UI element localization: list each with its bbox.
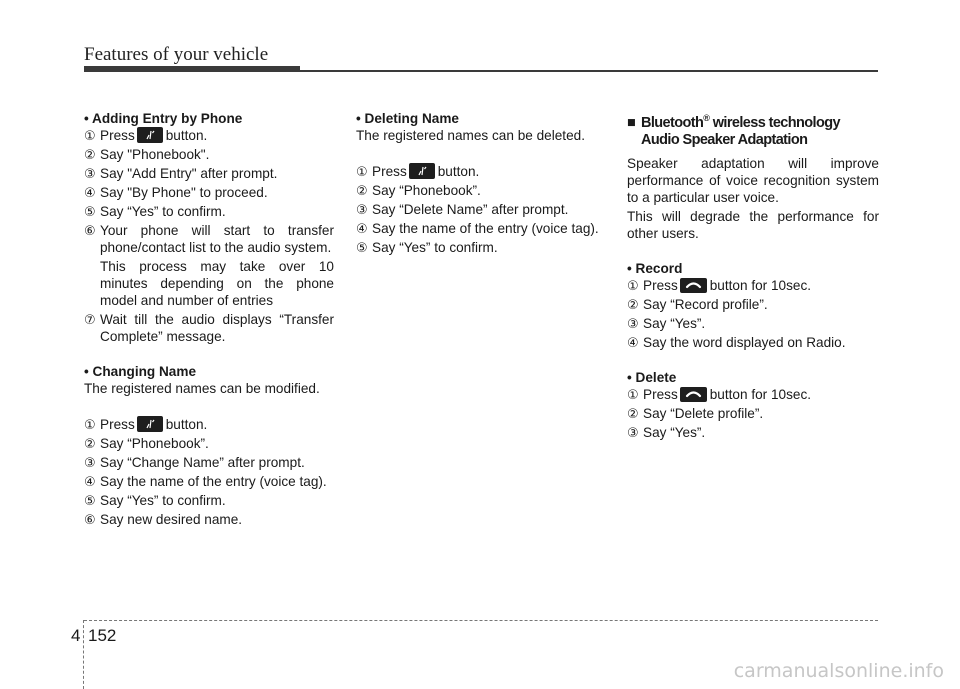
step-5: ⑤Say “Yes” to confirm.: [84, 204, 226, 219]
step-4: ④Say the word displayed on Radio.: [627, 334, 846, 350]
section-title-deleting-name: • Deleting Name: [356, 111, 459, 126]
step-1: ①Press button for 10sec.: [627, 386, 812, 402]
step-1: ①Press button.: [84, 417, 208, 432]
header-rule: [300, 70, 878, 72]
chapter-number: 4: [71, 626, 81, 645]
column-middle: [356, 110, 606, 258]
step-3: ③Say “Change Name” after prompt.: [84, 455, 305, 470]
header-bar: [84, 66, 300, 72]
step-4: ④Say the name of the entry (voice tag).: [356, 221, 599, 236]
step-4: ④Say the name of the entry (voice tag).: [84, 474, 327, 489]
step-3: ③Say “Yes”.: [627, 424, 706, 440]
section-title-delete: • Delete: [627, 369, 677, 385]
step-3: ③Say “Yes”.: [627, 315, 706, 331]
talk-button-icon: [137, 416, 163, 432]
changing-intro: The registered names can be modified.: [84, 381, 320, 396]
section-title-record: • Record: [627, 260, 683, 276]
talk-button-icon: [137, 127, 163, 143]
column-left: [84, 110, 334, 530]
talk-button-icon: [409, 163, 435, 179]
step-1: ①Press button.: [356, 164, 480, 179]
step-2: ②Say “Phonebook”.: [356, 183, 481, 198]
step-6: ⑥Say new desired name.: [84, 512, 243, 527]
step-3: ③Say "Add Entry" after prompt.: [84, 166, 278, 181]
footer-divider: [83, 620, 84, 689]
step-6: ⑥Your phone will start to transfer phone/contact list to the audio system.: [84, 223, 334, 255]
step-1: ①Press button.: [84, 128, 208, 143]
page-header-title: Features of your vehicle: [84, 44, 269, 65]
step-2: ②Say “Phonebook”.: [84, 436, 209, 451]
watermark-text: carmanualsonline.info: [733, 660, 944, 682]
step-5: ⑤Say “Yes” to confirm.: [356, 240, 498, 255]
section-title-changing-name: • Changing Name: [84, 364, 197, 379]
step-5: ⑤Say “Yes” to confirm.: [84, 493, 226, 508]
step-2: ②Say “Delete profile”.: [627, 405, 764, 421]
adaptation-paragraph-1: Speaker adaptation will improve performance of voice recognition system to a particular user voice.: [627, 155, 879, 205]
page-number: 152: [88, 626, 117, 645]
deleting-intro: The registered names can be deleted.: [356, 128, 585, 143]
step-7: ⑦Wait till the audio displays “Transfer Complete” message.: [84, 312, 334, 344]
step-2: ②Say “Record profile”.: [627, 296, 768, 312]
phone-button-icon: [680, 278, 707, 293]
step-2: ②Say "Phonebook".: [84, 147, 210, 162]
section-title-adding-entry: • Adding Entry by Phone: [84, 111, 243, 126]
step-6-note: This process may take over 10 minutes depending on the phone model and number of entries: [100, 259, 334, 308]
section-heading-speaker-adaptation: ■ Bluetooth® wireless technology Audio Speaker Adaptation: [627, 113, 840, 148]
step-1: ①Press button for 10sec.: [627, 277, 812, 293]
phone-button-icon: [680, 387, 707, 402]
step-3: ③Say “Delete Name” after prompt.: [356, 202, 569, 217]
footer-rule: [84, 620, 878, 621]
step-4: ④Say "By Phone" to proceed.: [84, 185, 268, 200]
column-right: [627, 110, 879, 443]
adaptation-paragraph-2: This will degrade the performance for other users.: [627, 208, 879, 241]
